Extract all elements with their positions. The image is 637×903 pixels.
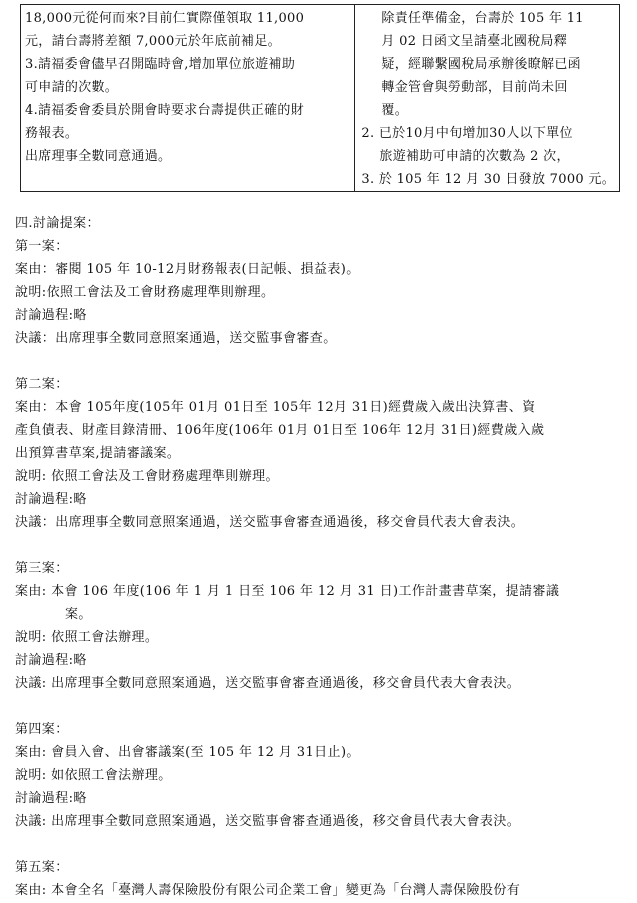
case-reason: 案由：本會 105年度(105年 01月 01日至 105年 12月 31日)經費歲入歲出決算書、資 <box>15 400 536 415</box>
case-discussion: 討論過程:略 <box>15 791 87 806</box>
table-left-line: 18,000元從何而來?目前仁實際僅領取 11,000 <box>25 11 305 26</box>
case-discussion: 討論過程:略 <box>15 308 87 323</box>
case-explain: 說明:依照工會法及工會財務處理準則辦理。 <box>15 285 275 300</box>
case-title: 第二案： <box>15 377 69 392</box>
case-resolution: 決議：出席理事全數同意照案通過，送交監事會審查通過後，移交會員代表大會表決。 <box>15 515 525 530</box>
table-left-line: 務報表。 <box>25 126 79 141</box>
notes-table <box>20 4 620 192</box>
case-explain: 說明: 依照工會法辦理。 <box>15 630 159 645</box>
case-reason: 產負債表、財產目錄清冊、106年度(106年 01月 01日至 106年 12月 31日)經費歲入歲 <box>15 423 545 438</box>
case-explain: 說明: 依照工會法及工會財務處理準則辦理。 <box>15 469 279 484</box>
table-right-column <box>355 5 619 191</box>
table-left-line: 元，請台壽將差額 7,000元於年底前補足。 <box>25 34 281 49</box>
table-right-line: 除責任準備金，台壽於 105 年 11 <box>381 11 584 26</box>
case-reason: 出預算書草案,提請審議案。 <box>15 446 181 461</box>
case-title: 第一案： <box>15 239 69 254</box>
table-right-line: 月 02 日函文呈請臺北國稅局釋 <box>381 34 568 49</box>
discussion-section <box>15 212 625 902</box>
table-right-line: 覆。 <box>381 103 409 118</box>
case-title: 第五案： <box>15 860 69 875</box>
case-reason: 案由: 會員入會、出會審議案(至 105 年 12 月 31日止)。 <box>15 745 360 760</box>
table-right-line: 3. 於 105 年 12 月 30 日發放 7000 元。 <box>361 172 615 187</box>
table-left-column <box>21 5 355 191</box>
table-right-line: 疑，經聯繫國稅局承辦後瞭解已函 <box>381 57 581 72</box>
case-title: 第三案： <box>15 561 69 576</box>
case-explain: 說明: 如依照工會法辦理。 <box>15 768 172 783</box>
case-discussion: 討論過程:略 <box>15 653 87 668</box>
case-reason: 案由：審閱 105 年 10-12月財務報表(日記帳、損益表)。 <box>15 262 360 277</box>
case-title: 第四案： <box>15 722 69 737</box>
case-resolution: 決議: 出席理事全數同意照案通過，送交監事會審查通過後，移交會員代表大會表決。 <box>15 676 521 691</box>
case-reason: 案由: 本會全名「臺灣人壽保險股份有限公司企業工會」變更為「台灣人壽保險股份有 <box>15 883 521 898</box>
table-left-line: 可申請的次數。 <box>25 80 119 95</box>
case-resolution: 決議: 出席理事全數同意照案通過，送交監事會審查通過後，移交會員代表大會表決。 <box>15 814 521 829</box>
case-reason: 案由: 本會 106 年度(106 年 1 月 1 日至 106 年 12 月 31 日)工作計畫書草案，提請審議 <box>15 584 560 599</box>
case-resolution: 決議：出席理事全數同意照案通過，送交監事會審查。 <box>15 331 337 346</box>
section-title: 四.討論提案： <box>15 216 100 231</box>
table-right-line: 旅遊補助可申請的次數為 2 次， <box>379 149 570 164</box>
table-left-line: 出席理事全數同意通過。 <box>25 149 172 164</box>
case-reason: 案。 <box>65 607 92 622</box>
table-left-line: 3.請福委會儘早召開臨時會,增加單位旅遊補助 <box>25 57 296 72</box>
table-right-line: 轉金管會與勞動部，目前尚未回 <box>381 80 568 95</box>
table-left-line: 4.請福委會委員於開會時要求台壽提供正確的財 <box>25 103 305 118</box>
case-discussion: 討論過程:略 <box>15 492 87 507</box>
table-right-line: 2. 已於10月中旬增加30人以下單位 <box>361 126 573 141</box>
